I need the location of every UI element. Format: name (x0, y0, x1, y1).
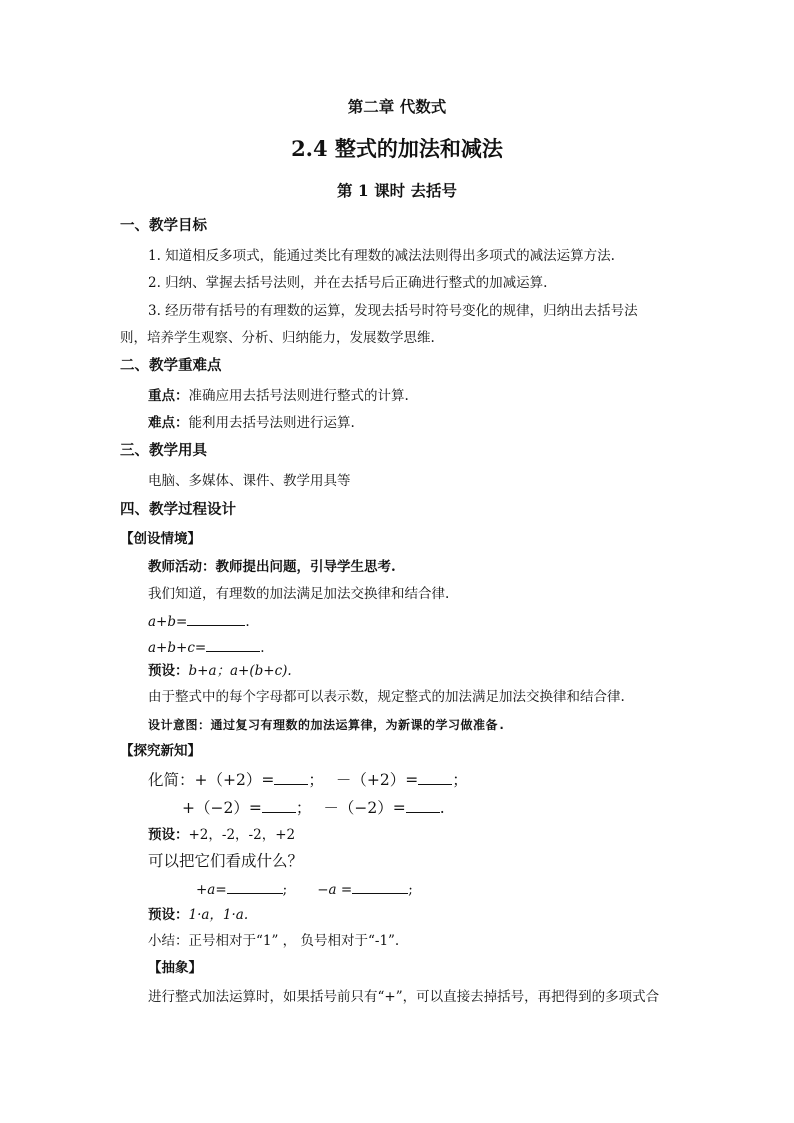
scene-preset-text: b+a；a+(b+c). (188, 663, 292, 679)
explore-heading: 【探究新知】 (120, 743, 201, 759)
difficulty-label: 难点： (148, 415, 189, 431)
process-heading: 四、教学过程设计 (120, 501, 236, 518)
expression-3: +（−2）= (182, 799, 262, 817)
formula-2 (148, 638, 264, 657)
tools-heading: 三、教学用具 (120, 442, 207, 459)
scene-preset-label: 预设： (148, 663, 189, 679)
answer-blank (418, 771, 452, 785)
expression-4: －（−2）= (323, 799, 406, 817)
answer-blank (227, 880, 283, 894)
goal-item-2: 2. 归纳、掌握去括号法则，并在去括号后正确进行整式的加减运算. (148, 275, 548, 291)
abstract-heading: 【抽象】 (148, 960, 202, 976)
formula-1 (148, 612, 250, 631)
separator: ； (295, 799, 312, 817)
separator: ； (452, 771, 468, 789)
semicolon: ; (282, 882, 288, 898)
explore-preset-2-text: 1·a，1·a. (188, 907, 249, 923)
key-point-label: 重点： (148, 388, 189, 404)
answer-blank (352, 880, 408, 894)
a-expression-2: −a = (317, 882, 353, 898)
key-point (148, 387, 409, 405)
formula-1-period: . (245, 614, 250, 630)
lesson-title: 第 1 课时 去括号 (337, 181, 457, 200)
goals-heading: 一、教学目标 (120, 217, 207, 234)
answer-blank (187, 612, 245, 626)
difficulty-point (148, 414, 355, 432)
explore-preset-2 (148, 906, 248, 924)
answer-blank (262, 799, 296, 813)
a-expressions (196, 880, 413, 899)
simplify-line-2 (182, 799, 445, 817)
tools-text: 电脑、多媒体、课件、教学用具等 (148, 473, 351, 489)
a-expression-1: +a= (196, 882, 227, 898)
goal-item-1: 1. 知道相反多项式，能通过类比有理数的减法法则得出多项式的减法运算方法. (148, 248, 615, 264)
abstract-text: 进行整式加法运算时，如果括号前只有“+”，可以直接去掉括号，再把得到的多项式合 (148, 989, 660, 1005)
formula-2-period: . (260, 640, 265, 656)
semicolon: ; (408, 882, 413, 898)
key-point-text: 准确应用去括号法则进行整式的计算. (188, 388, 409, 404)
answer-blank (406, 799, 440, 813)
summary: 小结：正号相对于“1” ， 负号相对于“-1”. (148, 933, 400, 949)
section-title: 2.4 整式的加法和减法 (291, 136, 503, 161)
key-points-heading: 二、教学重难点 (120, 357, 222, 374)
answer-blank (274, 771, 308, 785)
scene-heading: 【创设情境】 (120, 531, 201, 547)
teacher-activity: 教师活动：教师提出问题，引导学生思考. (148, 559, 396, 575)
design-intent: 设计意图：通过复习有理数的加法运算律，为新课的学习做准备. (148, 718, 506, 732)
explore-preset-2-label: 预设： (148, 907, 189, 923)
simplify-line-1 (148, 771, 468, 789)
goal-item-3-line1: 3. 经历带有括号的有理数的运算，发现去括号时符号变化的规律，归纳出去括号法 (148, 303, 638, 319)
scene-preset (148, 662, 292, 680)
answer-blank (206, 638, 260, 652)
formula-2-text: a+b+c= (148, 640, 207, 656)
expression-1: +（+2）= (194, 771, 275, 789)
explore-preset-label: 预设： (148, 827, 189, 843)
chapter-title: 第二章 代数式 (347, 97, 447, 116)
end-period: . (439, 799, 445, 817)
explore-preset-text: +2，-2，-2，+2 (188, 827, 296, 843)
separator: ； (308, 771, 324, 789)
expression-2: －（+2）= (335, 771, 419, 789)
simplify-label: 化简： (148, 771, 195, 789)
scene-paragraph-2: 由于整式中的每个字母都可以表示数，规定整式的加法满足加法交换律和结合律. (148, 689, 625, 705)
scene-paragraph-1: 我们知道，有理数的加法满足加法交换律和结合律. (148, 586, 450, 602)
goal-item-3-line2: 则，培养学生观察、分析、归纳能力，发展数学思维. (120, 330, 435, 346)
explore-preset (148, 826, 295, 844)
difficulty-text: 能利用去括号法则进行运算. (188, 415, 355, 431)
formula-1-text: a+b= (148, 614, 188, 630)
explore-question: 可以把它们看成什么？ (148, 852, 304, 870)
